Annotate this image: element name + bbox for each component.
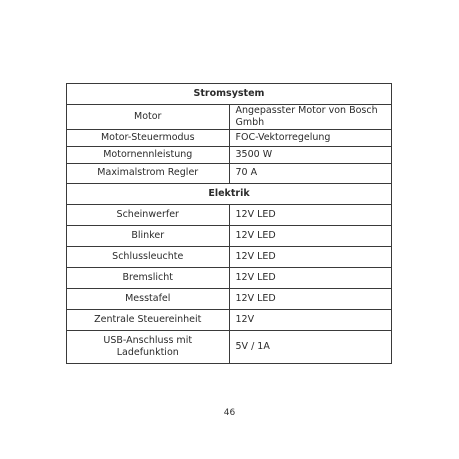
row-label: Motornennleistung [67, 146, 230, 163]
row-label: Scheinwerfer [67, 204, 230, 225]
row-label: Blinker [67, 225, 230, 246]
row-value: 70 A [229, 163, 392, 183]
table-row [67, 129, 392, 146]
row-value: 12V LED [229, 225, 392, 246]
row-label: Messtafel [67, 288, 230, 309]
table-row [67, 267, 392, 288]
section-header-row [67, 183, 392, 204]
row-value: 12V LED [229, 246, 392, 267]
row-value: Angepasster Motor von Bosch Gmbh [229, 105, 392, 130]
page-number: 46 [223, 408, 236, 418]
row-label: Bremslicht [67, 267, 230, 288]
row-value: 12V LED [229, 288, 392, 309]
section-title-elektrik: Elektrik [67, 183, 392, 204]
table-row [67, 330, 392, 363]
row-label: Motor-Steuermodus [67, 129, 230, 146]
table-row [67, 105, 392, 130]
row-value: 12V LED [229, 267, 392, 288]
row-label: Motor [67, 105, 230, 130]
row-value: 5V / 1A [229, 330, 392, 363]
row-value: 3500 W [229, 146, 392, 163]
spec-table [66, 83, 392, 364]
table-row [67, 204, 392, 225]
table-row [67, 309, 392, 330]
row-label: Schlussleuchte [67, 246, 230, 267]
table-row [67, 246, 392, 267]
row-value: 12V [229, 309, 392, 330]
row-value: 12V LED [229, 204, 392, 225]
row-label: USB-Anschluss mit Ladefunktion [67, 330, 230, 363]
table-row [67, 146, 392, 163]
table-row [67, 288, 392, 309]
row-value: FOC-Vektorregelung [229, 129, 392, 146]
table-row [67, 225, 392, 246]
table-row [67, 163, 392, 183]
row-label: Maximalstrom Regler [67, 163, 230, 183]
section-title-stromsystem: Stromsystem [67, 84, 392, 105]
row-label: Zentrale Steuereinheit [67, 309, 230, 330]
section-header-row [67, 84, 392, 105]
